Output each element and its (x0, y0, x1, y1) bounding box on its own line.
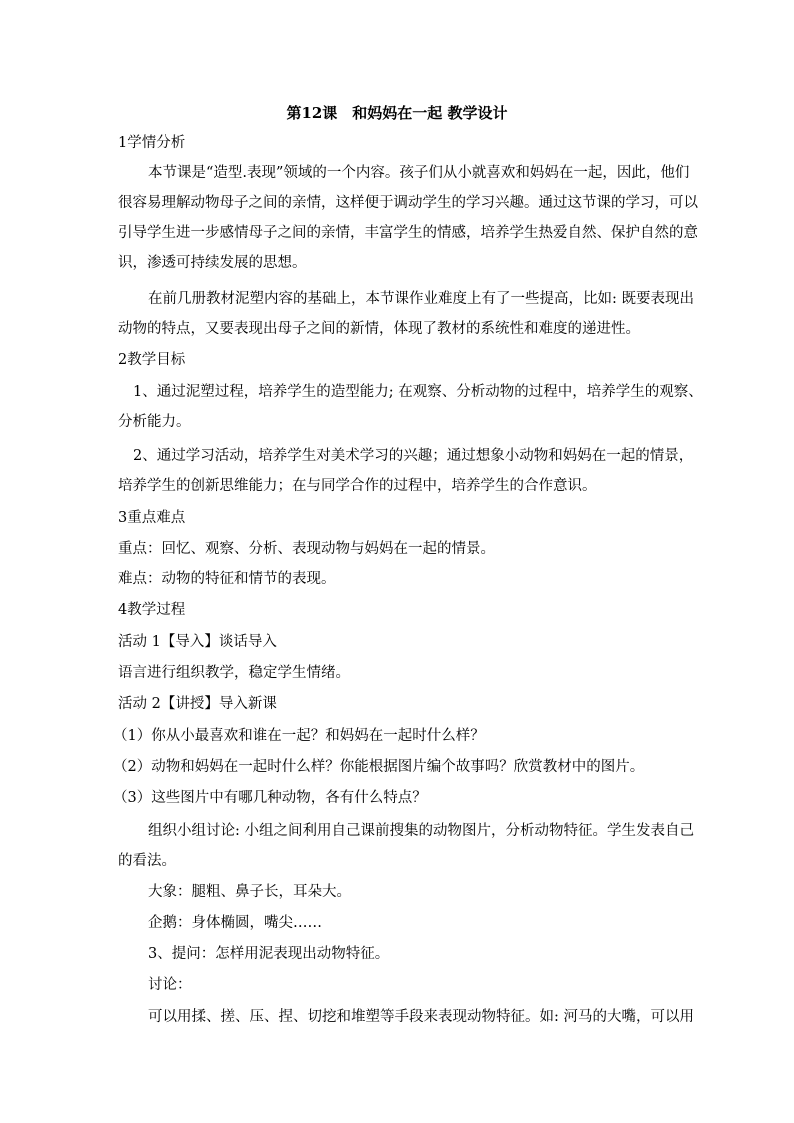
document-title: 第12课 和妈妈在一起 教学设计 (286, 104, 508, 122)
paragraph-line: 动物的特点，又要表现出母子之间的新情，体现了教材的系统性和难度的递进性。 (118, 321, 640, 337)
goal-item-continued: 培养学生的创新思维能力；在与同学合作的过程中，培养学生的合作意识。 (118, 478, 597, 494)
discussion-label: 讨论： (148, 977, 192, 993)
activity-text: 语言进行组织教学，稳定学生情绪。 (118, 665, 350, 681)
question-item: （3）这些图片中有哪几种动物，各有什么特点？ (113, 790, 427, 806)
goal-item-continued: 分析能力。 (118, 414, 191, 430)
animal-feature: 企鹅：身体椭圆，嘴尖…… (148, 915, 322, 931)
section-heading-keypoints: 3重点难点 (118, 510, 186, 526)
paragraph-line: 识，渗透可持续发展的思想。 (118, 255, 307, 271)
paragraph-line: 可以用揉、搓、压、捏、切挖和堆塑等手段来表现动物特征。如: 河马的大嘴，可以用 (148, 1009, 694, 1025)
section-heading-analysis: 1学情分析 (118, 135, 186, 151)
paragraph-line: 本节课是“造型.表现”领域的一个内容。孩子们从小就喜欢和妈妈在一起，因此，他们 (148, 165, 690, 181)
question-item: （2）动物和妈妈在一起时什么样？你能根据图片编个故事吗？欣赏教材中的图片。 (113, 759, 645, 775)
difficult-point: 难点：动物的特征和情节的表现。 (118, 571, 336, 587)
paragraph-line: 在前几册教材泥塑内容的基础上，本节课作业难度上有了一些提高，比如: 既要表现出 (148, 291, 694, 307)
paragraph-line: 引导学生进一步感情母子之间的亲情，丰富学生的情感，培养学生热爱自然、保护自然的意 (118, 225, 698, 241)
paragraph-line: 很容易理解动物母子之间的亲情，这样便于调动学生的学习兴趣。通过这节课的学习，可以 (118, 195, 698, 211)
key-point: 重点：回忆、观察、分析、表现动物与妈妈在一起的情景。 (118, 541, 495, 557)
section-heading-process: 4教学过程 (118, 602, 186, 618)
question-item: （1）你从小最喜欢和谁在一起？和妈妈在一起时什么样？ (113, 728, 485, 744)
activity-title: 活动 1【导入】谈话导入 (118, 634, 277, 650)
section-heading-goals: 2教学目标 (118, 352, 186, 368)
question-item: 3、提问：怎样用泥表现出动物特征。 (148, 946, 390, 962)
goal-item: 1、通过泥塑过程，培养学生的造型能力; 在观察、分析动物的过程中，培养学生的观察、 (133, 384, 703, 400)
animal-feature: 大象：腿粗、鼻子长，耳朵大。 (148, 884, 351, 900)
paragraph-line: 组织小组讨论: 小组之间利用自己课前搜集的动物图片，分析动物特征。学生发表自己 (148, 823, 694, 839)
paragraph-line: 的看法。 (118, 853, 176, 869)
goal-item: 2、通过学习活动，培养学生对美术学习的兴趣；通过想象小动物和妈妈在一起的情景， (133, 448, 694, 464)
activity-title: 活动 2【讲授】导入新课 (118, 696, 277, 712)
